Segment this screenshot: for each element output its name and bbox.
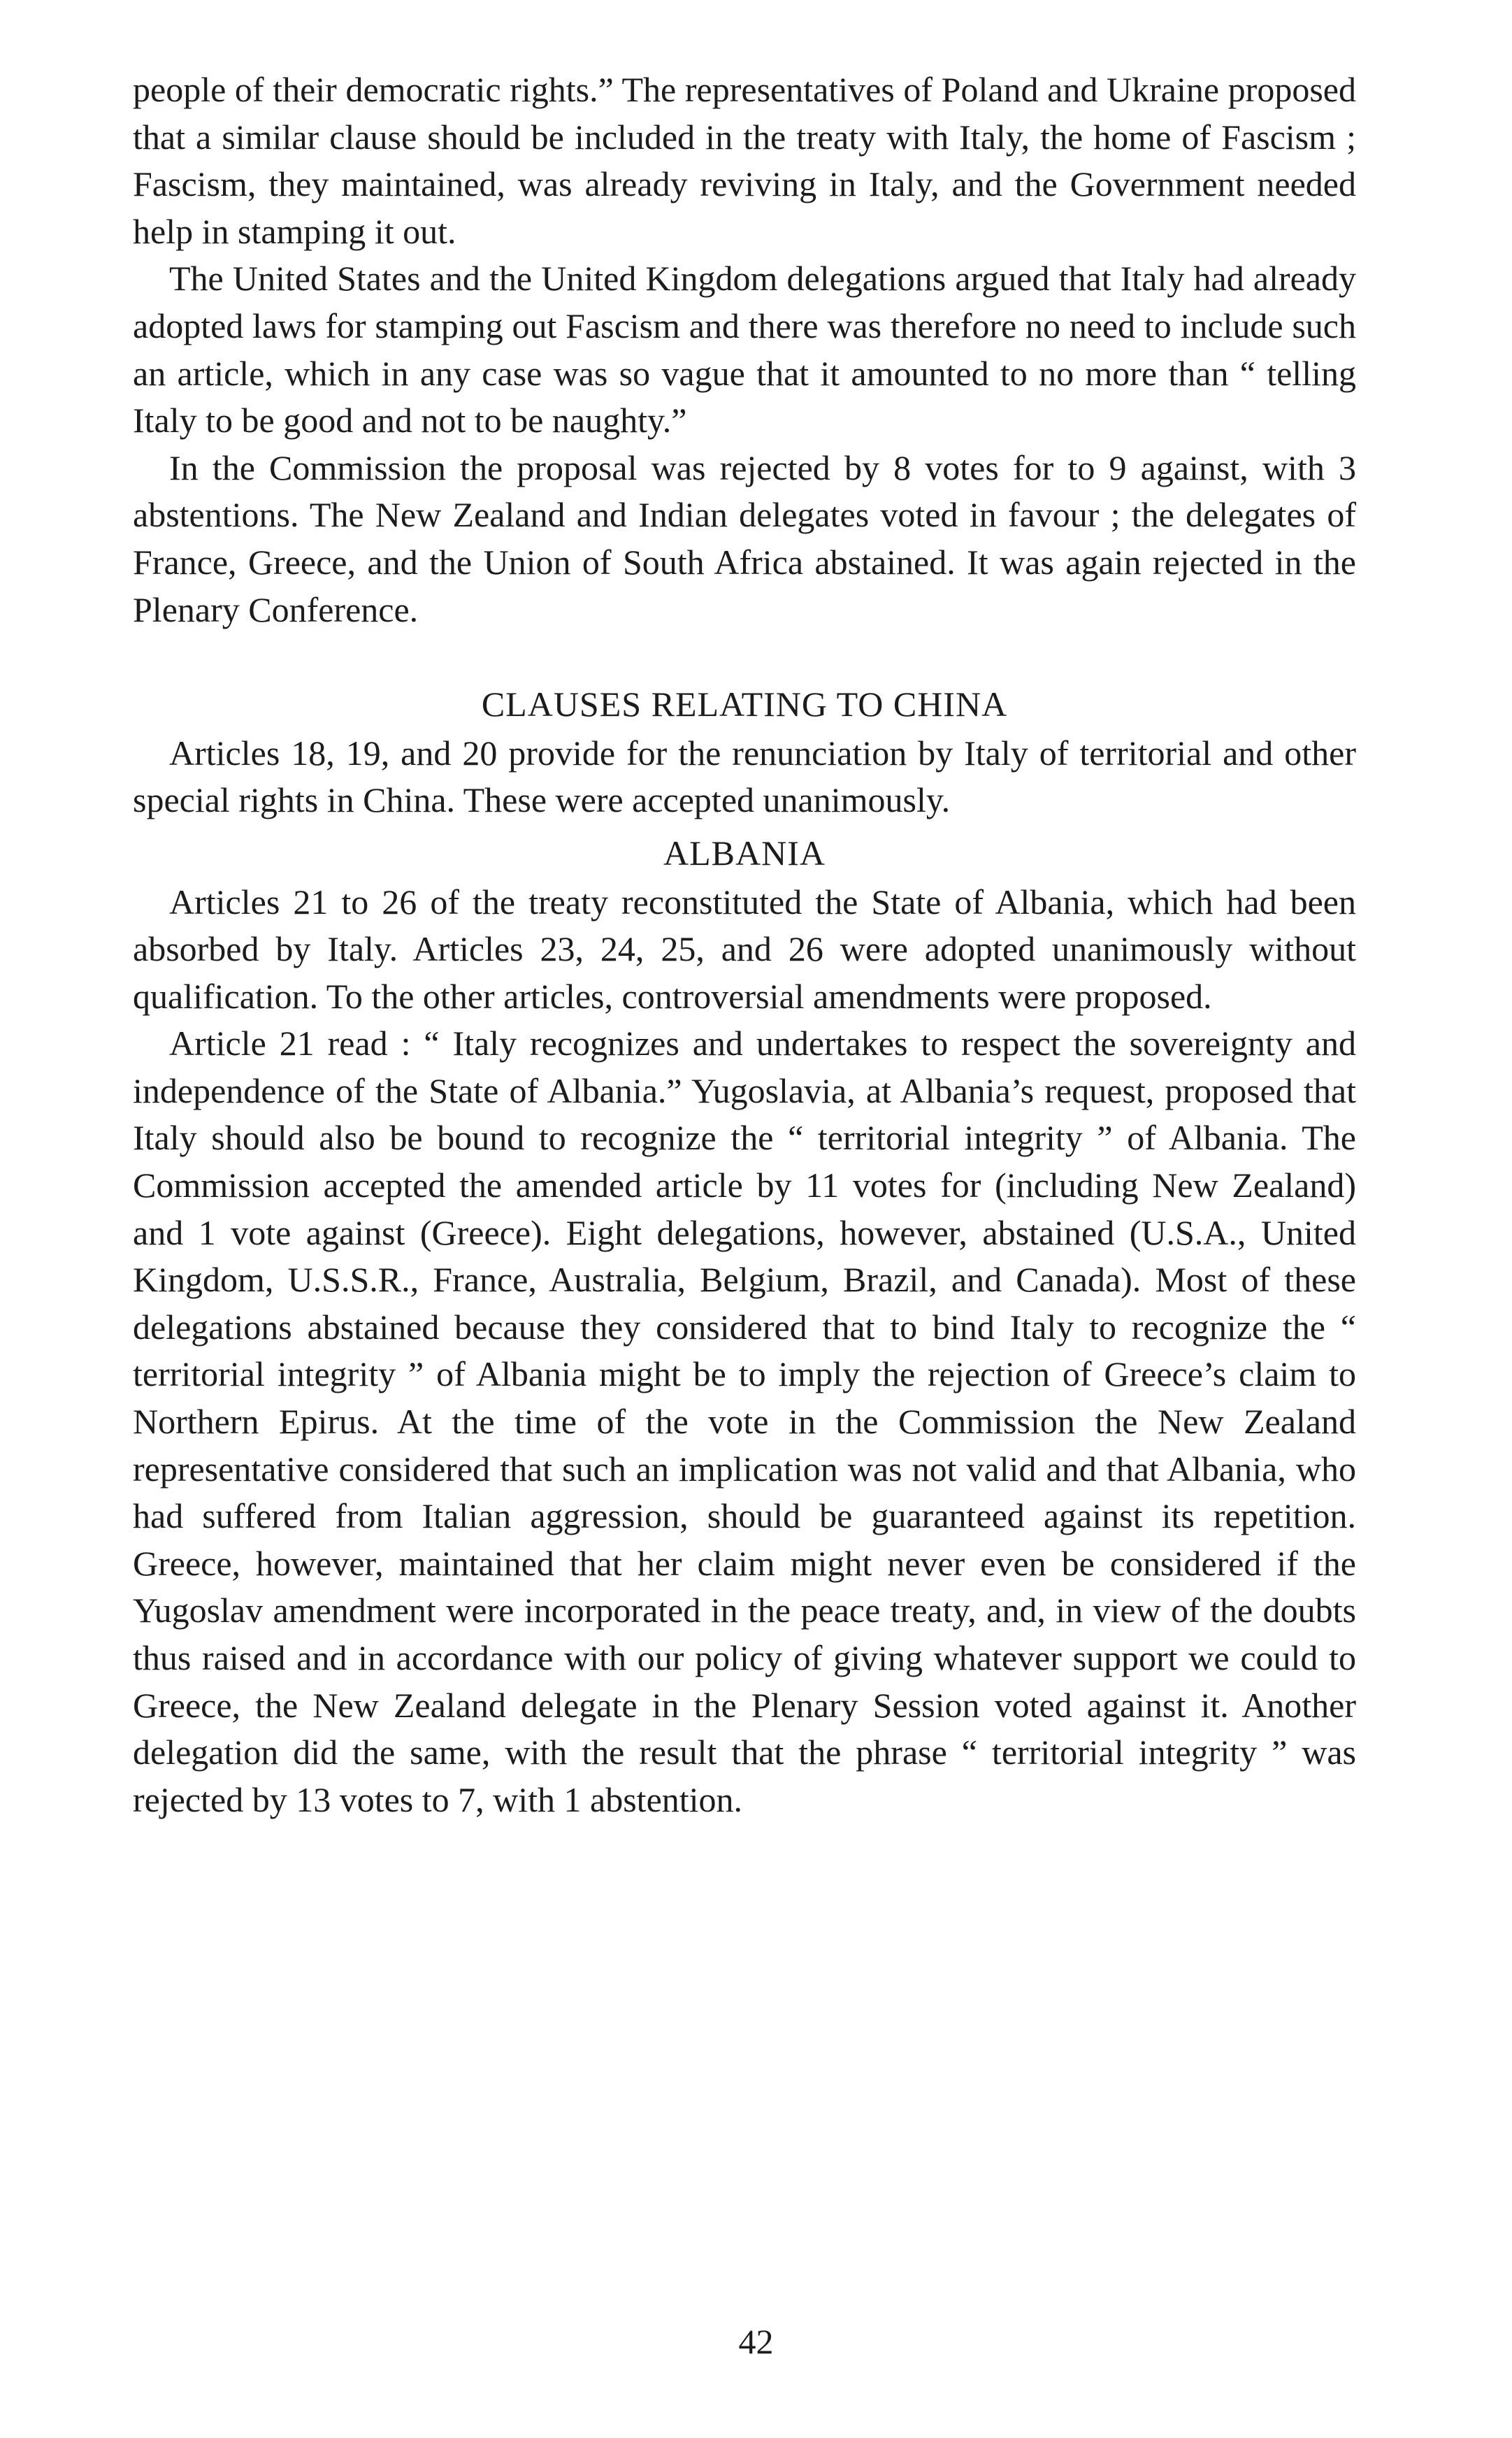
paragraph-china-articles: Articles 18, 19, and 20 provide for the renunciation by Italy of territorial and other special rights in China. These were accepted unanimously. — [133, 733, 1356, 820]
section-heading-china: CLAUSES RELATING TO CHINA — [481, 684, 1008, 724]
paragraph-democratic-rights: people of their democratic rights.” The representatives of Poland and Ukraine proposed that a similar clause should be included in the treaty with Italy, the home of Fascism ; Fascism, they maintained, was already reviving in Italy, and the Government needed help in stamping it out. — [133, 70, 1356, 251]
document-page — [133, 66, 1356, 1823]
section-heading-albania: ALBANIA — [663, 833, 826, 873]
paragraph-albania-articles: Articles 21 to 26 of the treaty reconstituted the State of Albania, which had been absorbed by Italy. Articles 23, 24, 25, and 26 were adopted unanimously without qualification. To the other articles, controversial amendments were proposed. — [133, 882, 1356, 1016]
paragraph-article-21: Article 21 read : “ Italy recognizes and undertakes to respect the sovereignty and independence of the State of Albania.” Yugoslavia, at Albania’s request, proposed that Italy should also be bound to recognize the “ territorial integrity ” of Albania. The Commission accepted the amended article by 11 votes for (including New Zealand) and 1 vote against (Greece). Eight delegations, however, abstained (U.S.A., United Kingdom, U.S.S.R., France, Australia, Belgium, Brazil, and Canada). Most of these delegations abstained because they considered that to bind Italy to recognize the “ territorial integrity ” of Albania might be to imply the rejection of Greece’s claim to Northern Epirus. At the time of the vote in the Commission the New Zealand representative considered that such an implication was not valid and that Albania, who had suffered from Italian aggression, should be guaranteed against its repetition. Greece, however, maintained that her claim might never even be considered if the Yugoslav amendment were incorporated in the peace treaty, and, in view of the doubts thus raised and in accordance with our policy of giving whatever support we could to Greece, the New Zealand delegate in the Plenary Session voted against it. Another delegation did the same, with the result that the phrase “ territorial integrity ” was rejected by 13 votes to 7, with 1 abstention. — [133, 1024, 1356, 1819]
paragraph-commission-vote: In the Commission the proposal was rejected by 8 votes for to 9 against, with 3 abstentions. The New Zealand and Indian delegates voted in favour ; the delegates of France, Greece, and the Union of South Africa abstained. It was again rejected in the Plenary Conference. — [133, 447, 1356, 629]
paragraph-us-uk-argument: The United States and the United Kingdom delegations argued that Italy had already adopted laws for stamping out Fascism and there was therefore no need to include such an article, which in any case was so vague that it amounted to no more than “ telling Italy to be good and not to be naughty.” — [133, 259, 1356, 440]
page-number: 42 — [738, 2322, 774, 2361]
